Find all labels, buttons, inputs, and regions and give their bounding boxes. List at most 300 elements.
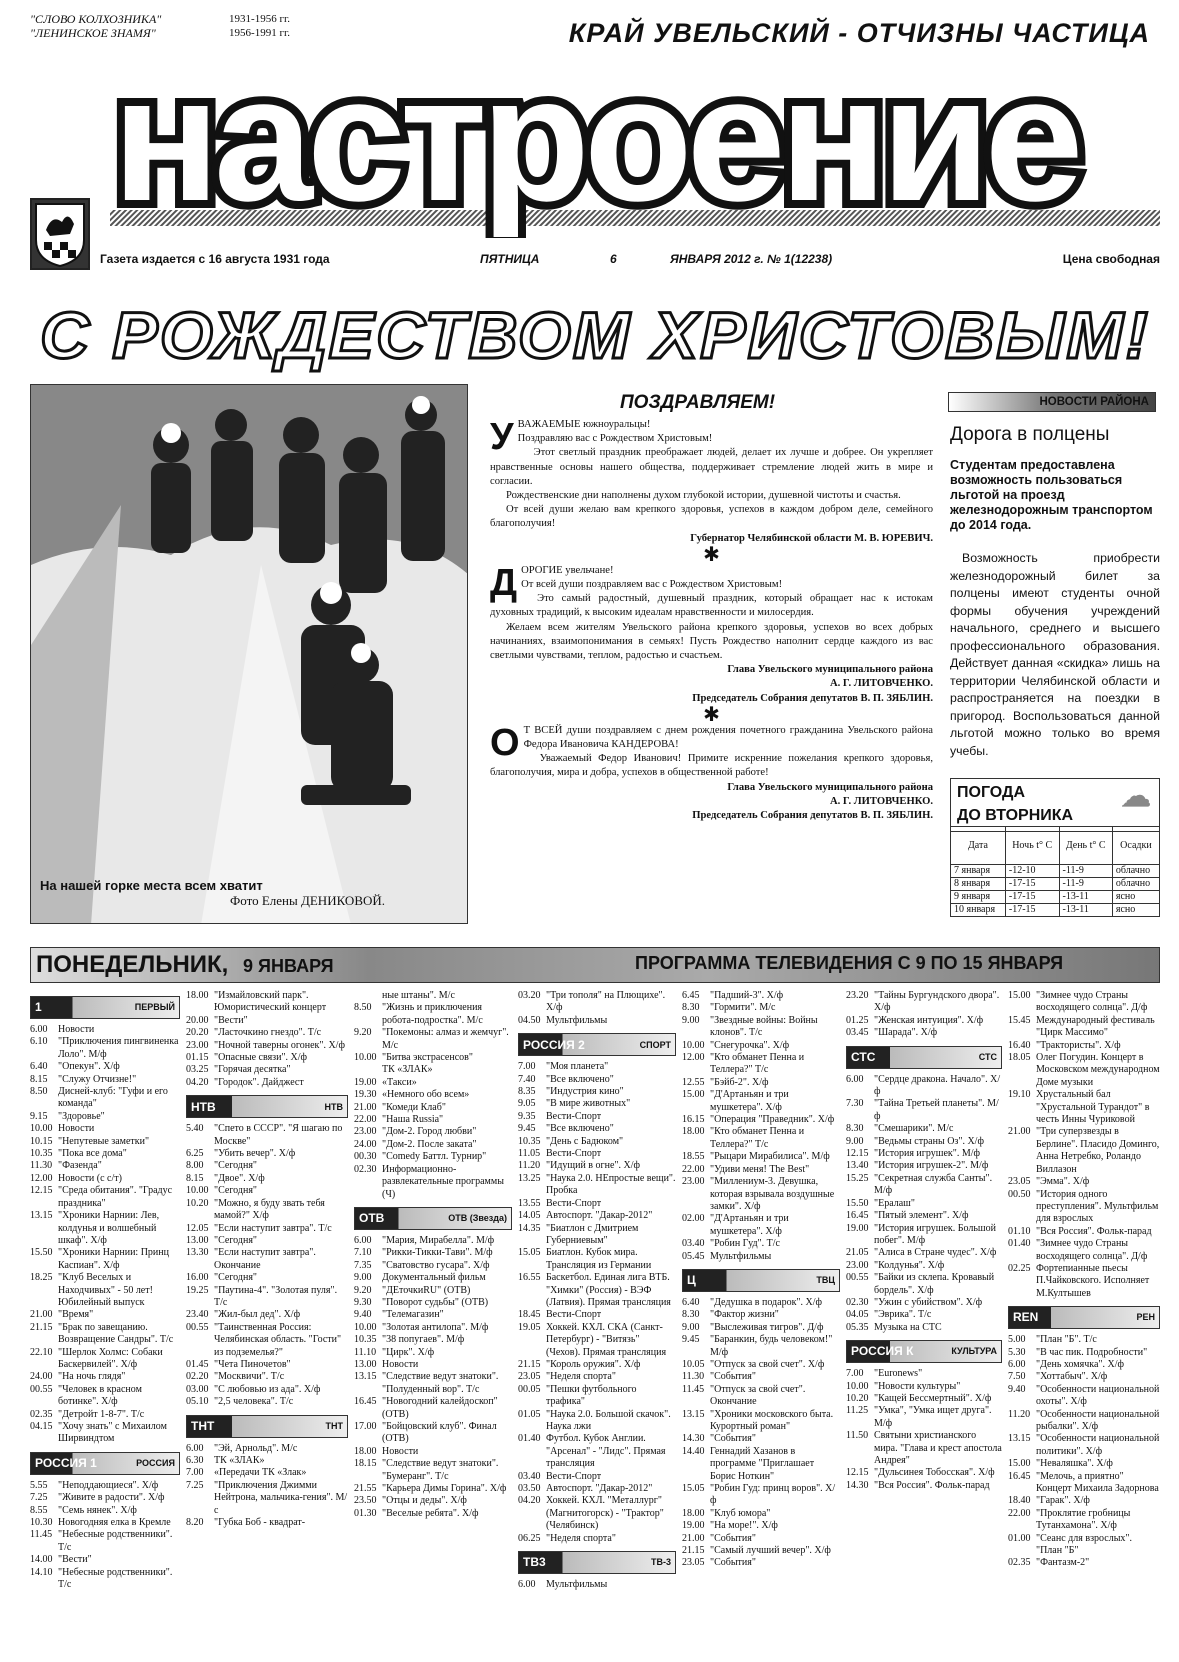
- program-time: 15.50: [846, 1197, 869, 1209]
- program-row: [30, 1210, 180, 1247]
- program-title: Святыни христианского мира. "Глава и крест апостола Андрея": [874, 1430, 1002, 1466]
- g1-signature: Губернатор Челябинской области М. В. ЮРЕВИЧ.: [690, 532, 933, 544]
- price: Цена свободная: [1062, 252, 1160, 266]
- program-row: [1008, 1089, 1160, 1126]
- program-title: "Битва экстрасенсов": [382, 1052, 473, 1064]
- program-time: 18.00: [682, 1507, 705, 1519]
- news-body: Возможность приобрести железнодорожный билет за полцены имеют студенты очной формы обучения учреждений начального, среднего и высшего профессионального образования. Действует данная «скидка» лишь на территории Челябинской области и распространяется на поездки в пригород. Воспользоваться данной льготой можно только во время учебы.: [950, 551, 1160, 758]
- program-title: "Москвичи". Т/с: [214, 1371, 285, 1383]
- program-title: "Клуб Веселых и Находчивых" - 50 лет! Юбилейный выпуск: [58, 1272, 153, 1308]
- since-text: Газета издается с 16 августа 1931 года: [100, 252, 330, 266]
- program-row: [354, 1077, 512, 1089]
- program-row: [846, 1322, 1002, 1334]
- program-title: "Если наступит завтра". Окончание: [214, 1247, 316, 1271]
- weather-cell: -17-15: [1005, 891, 1059, 904]
- star-divider: ✱: [703, 703, 720, 726]
- issue-line: [100, 248, 1160, 270]
- program-time: 9.20: [354, 1027, 372, 1039]
- program-time: 04.50: [518, 1014, 541, 1026]
- program-time: 6.00: [846, 1073, 864, 1085]
- program-row: [682, 1557, 840, 1569]
- program-time: 11.25: [846, 1405, 869, 1417]
- program-time: 19.30: [354, 1089, 377, 1101]
- program-title: "На ночь глядя": [58, 1371, 126, 1383]
- program-row: [354, 990, 512, 1002]
- program-row: [518, 1173, 676, 1198]
- program-row: [518, 1074, 676, 1086]
- program-row: [354, 1322, 512, 1334]
- program-title: Вести-Спорт: [546, 1309, 602, 1321]
- program-row: [186, 1272, 348, 1284]
- program-time: 7.25: [186, 1479, 204, 1491]
- program-row: [186, 1235, 348, 1247]
- program-row: [846, 1368, 1002, 1380]
- program-row: [518, 1015, 676, 1027]
- program-title: "Небесные родственники". Т/с: [58, 1566, 173, 1591]
- program-title: "Небесные родственники". Т/с: [58, 1529, 173, 1553]
- program-time: 6.00: [1008, 1358, 1026, 1370]
- program-title: "Колдунья". Х/ф: [874, 1259, 945, 1271]
- channel-name: РЕН: [1136, 1312, 1155, 1323]
- program-time: 13.15: [354, 1371, 377, 1383]
- program-title: "Неделя спорта": [546, 1371, 616, 1383]
- program-time: 19.00: [846, 1222, 869, 1234]
- weather-row: [951, 891, 1160, 904]
- program-row: [30, 1036, 180, 1061]
- program-title: "Убить вечер". Х/ф: [214, 1148, 296, 1160]
- program-title: "Семь нянек". Х/ф: [58, 1504, 137, 1516]
- program-time: 18.25: [30, 1272, 53, 1284]
- program-time: 02.30: [846, 1296, 869, 1308]
- program-title: Футбол. Кубок Англии. "Арсенал" - "Лидс". Прямая трансляция: [546, 1433, 666, 1470]
- channel-name: КУЛЬТУРА: [951, 1346, 997, 1357]
- program-title: Вести-Спорт: [546, 1148, 602, 1160]
- program-title: «Передачи ТК «Злак»: [214, 1467, 307, 1479]
- newspaper-title: [30, 50, 1160, 238]
- program-title: "Биатлон с Дмитрием Губерниевым": [546, 1222, 639, 1246]
- program-time: 15.00: [1008, 990, 1031, 1001]
- program-time: 9.00: [682, 1321, 700, 1333]
- g1-p5: От всей души желаю вам крепкого здоровья, успехов в каждом добром деле, семейного благополучия!: [490, 504, 933, 530]
- program-time: 20.20: [186, 1027, 209, 1039]
- program-time: 13.15: [1008, 1433, 1031, 1445]
- program-time: 01.00: [1008, 1532, 1031, 1544]
- program-title: "Фантазм-2": [1036, 1557, 1090, 1569]
- program-row: [1008, 1334, 1160, 1346]
- program-title: Вести-Спорт: [546, 1470, 602, 1482]
- program-row: [30, 1024, 180, 1036]
- program-title: "События": [710, 1532, 756, 1544]
- program-row: [354, 1309, 512, 1321]
- program-time: 16.45: [354, 1396, 377, 1408]
- program-title: "Три тополя" на Плющихе". Х/ф: [546, 990, 666, 1014]
- program-title: "Моя планета": [546, 1061, 609, 1073]
- program-row: [186, 1384, 348, 1396]
- program-row: [682, 1151, 840, 1163]
- program-time: 6.40: [30, 1061, 48, 1073]
- program-title: "Следствие ведут знатоки". "Полуденный вор". Т/с: [382, 1371, 499, 1395]
- program-title: "Дом-2. Город любви": [382, 1126, 477, 1138]
- program-time: [354, 990, 382, 1002]
- program-title: "Отпуск за свой счет". Окончание: [710, 1383, 806, 1408]
- program-row: [682, 1164, 840, 1176]
- program-row: [846, 1160, 1002, 1172]
- program-time: 00.05: [518, 1383, 541, 1395]
- program-row: [30, 1148, 180, 1160]
- program-title: "Сегодня": [214, 1185, 257, 1197]
- program-row: [186, 1077, 348, 1089]
- program-time: 8.15: [30, 1073, 48, 1085]
- program-time: 11.30: [682, 1371, 705, 1383]
- dropcap-1: У: [490, 416, 514, 458]
- tv-column-2: [186, 990, 348, 1658]
- program-title: Информационно-развлекательные программы (Ч): [382, 1163, 504, 1200]
- program-row: [186, 1123, 348, 1148]
- program-time: 12.15: [846, 1467, 869, 1479]
- program-row: [846, 1272, 1002, 1297]
- program-row: [354, 1446, 512, 1458]
- program-time: 13.15: [30, 1210, 53, 1222]
- program-title: "Спето в СССР". "Я шагаю по Москве": [214, 1123, 343, 1147]
- program-time: 6.10: [30, 1036, 48, 1048]
- program-time: 03.50: [518, 1483, 541, 1495]
- program-time: 23.05: [518, 1371, 541, 1383]
- program-time: 02.30: [354, 1163, 377, 1175]
- program-time: 21.00: [30, 1309, 53, 1321]
- program-row: [186, 1173, 348, 1185]
- program-row: [30, 1492, 180, 1504]
- program-row: [354, 1247, 512, 1259]
- program-row: [30, 1160, 180, 1172]
- program-title: "Сегодня": [214, 1160, 257, 1172]
- tv-column-4: [518, 990, 676, 1658]
- program-row: [354, 1508, 512, 1520]
- program-row: [354, 1002, 512, 1027]
- g3-sig2: А. Г. ЛИТОВЧЕНКО.: [829, 795, 933, 807]
- program-title: "Новогодний калейдоскоп" (ОТВ): [382, 1396, 498, 1420]
- program-time: 10.00: [30, 1123, 53, 1135]
- weather-title-2: ДО ВТОРНИКА: [957, 807, 1074, 824]
- program-time: 18.40: [1008, 1495, 1031, 1507]
- program-title: "Миллениум-3. Девушка, которая взрывала воздушные замки". Х/ф: [710, 1176, 835, 1212]
- program-time: 10.30: [30, 1517, 53, 1529]
- program-time: 00.50: [1008, 1188, 1031, 1200]
- program-row: [30, 1074, 180, 1086]
- program-row: [1008, 1176, 1160, 1188]
- photo-caption-text: На нашей горке места всем хватит: [40, 878, 263, 893]
- news-headline: Дорога в полцены: [950, 424, 1110, 445]
- weather-cell: 10 января: [951, 904, 1006, 917]
- program-title: "История одного преступления". Мультфильм для взрослых: [1036, 1188, 1159, 1225]
- program-time: 16.45: [1008, 1470, 1031, 1482]
- program-title: "Эмма". Х/ф: [1036, 1176, 1090, 1188]
- program-row: [186, 1309, 348, 1321]
- channel-logo: РОССИЯ 2: [523, 1037, 585, 1052]
- program-time: 10.35: [518, 1135, 541, 1147]
- program-time: 6.40: [682, 1296, 700, 1308]
- program-row: [682, 1433, 840, 1445]
- program-time: 00.55: [186, 1321, 209, 1333]
- program-time: 21.15: [30, 1321, 53, 1333]
- program-time: 14.00: [30, 1554, 53, 1566]
- program-title: "Детройт 1-8-7". Т/с: [58, 1408, 145, 1420]
- program-row: [518, 1223, 676, 1248]
- program-title: "В мире животных": [546, 1098, 631, 1110]
- program-title: "Неподдающиеся". Х/ф: [58, 1479, 159, 1491]
- program-title: "Хроники московского быта. Курортный роман": [710, 1408, 834, 1432]
- program-title: "Двое". Х/ф: [214, 1172, 265, 1184]
- program-title: "Хоттабыч". Х/ф: [1036, 1371, 1108, 1383]
- channel-logo: REN: [1013, 1310, 1039, 1325]
- program-time: 8.50: [354, 1002, 372, 1014]
- program-row: [354, 1164, 512, 1201]
- program-row: [354, 1102, 512, 1114]
- program-row: [682, 1077, 840, 1089]
- program-time: 6.25: [186, 1148, 204, 1160]
- weather-cell: облачно: [1112, 865, 1159, 878]
- program-row: [30, 1371, 180, 1383]
- program-time: 02.00: [682, 1213, 705, 1225]
- program-row: [846, 1173, 1002, 1198]
- program-title: "Гарак". Х/ф: [1036, 1495, 1090, 1507]
- program-title: "История игрушек. Большой побег". М/ф: [874, 1222, 996, 1246]
- program-row: [1008, 1347, 1160, 1359]
- program-title: "Губка Боб - квадрат-: [214, 1517, 306, 1529]
- program-title: "Самый лучший вечер". Х/ф: [710, 1545, 831, 1557]
- program-title: "Баранкин, будь человеком!" М/ф: [710, 1334, 833, 1358]
- program-title: "Приключения Джимми Нейтрона, мальчика-гения". М/с: [214, 1479, 348, 1516]
- weather-cell: 9 января: [951, 891, 1006, 904]
- g2-salute: ОРОГИЕ увельчане!: [521, 564, 614, 576]
- program-time: 14.05: [518, 1210, 541, 1222]
- program-time: 16.55: [518, 1272, 541, 1284]
- program-title: "Ералаш": [874, 1197, 915, 1209]
- program-title: ТК «ЗЛАК»: [382, 1064, 433, 1076]
- program-time: 02.35: [30, 1408, 53, 1420]
- program-row: [682, 1483, 840, 1508]
- program-time: 21.00: [1008, 1126, 1031, 1138]
- program-title: "Паутина-4". "Золотая пуля". Т/с: [214, 1284, 338, 1308]
- program-title: "Гормити". М/с: [710, 1002, 776, 1014]
- program-time: 24.00: [354, 1138, 377, 1150]
- program-row: [518, 1098, 676, 1110]
- program-row: [1008, 1371, 1160, 1383]
- program-time: 15.05: [518, 1247, 541, 1259]
- program-title: "Следствие ведут знатоки". "Бумеранг". Т/с: [382, 1458, 499, 1482]
- program-row: [30, 1567, 180, 1592]
- program-title: «Такси»: [382, 1076, 417, 1088]
- program-row: [186, 990, 348, 1015]
- channel-name: СПОРТ: [639, 1039, 671, 1050]
- program-time: 9.35: [518, 1110, 536, 1122]
- channel-header: [518, 1033, 676, 1056]
- program-row: [186, 1359, 348, 1371]
- program-title: "День с Бадюком": [546, 1135, 624, 1147]
- program-title: Новости: [58, 1024, 95, 1035]
- g1-p2: Поздравляю вас с Рождеством Христовым!: [517, 433, 713, 445]
- program-time: 8.00: [186, 1160, 204, 1172]
- program-title: Вести-Спорт: [546, 1197, 602, 1209]
- program-row: [354, 1495, 512, 1507]
- program-title: "Отцы и деды". Х/ф: [382, 1495, 467, 1507]
- program-row: [846, 1247, 1002, 1259]
- program-row: [354, 1396, 512, 1421]
- channel-logo: СТС: [851, 1049, 876, 1064]
- program-row: [682, 1309, 840, 1321]
- program-title: Хрустальный бал "Хрустальной Турандот" в честь Инны Чуриковой: [1036, 1089, 1150, 1126]
- program-title: "Тайна Третьей планеты". М/ф: [874, 1098, 999, 1122]
- g2-sig3: Председатель Собрания депутатов В. П. ЗЯБЛИН.: [692, 692, 933, 704]
- program-title: "Время": [58, 1309, 94, 1321]
- program-time: 18.15: [354, 1458, 377, 1470]
- program-title: Новогодняя елка в Кремле: [58, 1517, 171, 1529]
- program-row: [682, 990, 840, 1002]
- program-row: [518, 1198, 676, 1210]
- program-row: [518, 1309, 676, 1321]
- program-time: 22.00: [354, 1114, 377, 1126]
- program-title: "Здоровье": [58, 1110, 105, 1122]
- program-title: "Хроники Нарнии: Лев, колдунья и волшебный шкаф". Х/ф: [58, 1210, 160, 1246]
- program-title: Международный фестиваль "Цирк Массимо": [1036, 1014, 1155, 1039]
- program-time: 24.00: [30, 1371, 53, 1383]
- program-row: [846, 1309, 1002, 1321]
- program-row: [682, 1114, 840, 1126]
- program-time: 7.25: [30, 1492, 48, 1504]
- program-row: [186, 1285, 348, 1310]
- g3-sig1: Глава Увельского муниципального района: [727, 781, 933, 793]
- channel-name: ТНТ: [325, 1420, 343, 1431]
- program-row: [1008, 1433, 1160, 1458]
- program-title: Автоспорт. "Дакар-2012": [546, 1210, 653, 1222]
- program-row: [846, 1430, 1002, 1467]
- program-time: 03.45: [846, 1027, 869, 1039]
- channel-name: НТВ: [324, 1101, 343, 1112]
- program-row: [518, 1409, 676, 1434]
- program-title: "Особенности национальной политики". Х/ф: [1036, 1433, 1160, 1457]
- program-title: "Сеанс для взрослых". "План "Б": [1036, 1532, 1132, 1557]
- program-time: 10.00: [186, 1185, 209, 1197]
- program-title: "Если наступит завтра". Т/с: [214, 1222, 332, 1234]
- channel-header: [682, 1269, 840, 1292]
- program-time: 23.05: [682, 1557, 705, 1569]
- program-title: "Звездные войны: Войны клонов". Т/с: [710, 1014, 818, 1039]
- photo-caption: [40, 878, 460, 909]
- weather-row: [951, 904, 1160, 917]
- program-row: [186, 1160, 348, 1172]
- history-years-1: 1931-1956 гг.: [229, 13, 290, 25]
- program-row: [30, 1421, 180, 1446]
- program-title: "Особенности национальной рыбалки". Х/ф: [1036, 1408, 1160, 1432]
- program-title: ные штаны". М/с: [382, 990, 455, 1001]
- program-title: "Байки из склепа. Кровавый бордель". Х/ф: [874, 1272, 995, 1296]
- program-row: [846, 1393, 1002, 1405]
- program-row: [518, 1272, 676, 1309]
- program-title: "Euronews": [874, 1368, 923, 1380]
- weather-cell: 7 января: [951, 865, 1006, 878]
- program-title: "Умка", "Умка ищет друга". М/ф: [874, 1405, 992, 1429]
- program-title: "Опасные связи". Х/ф: [214, 1052, 308, 1064]
- program-time: 00.55: [30, 1383, 53, 1395]
- program-time: 18.05: [1008, 1052, 1031, 1064]
- program-title: "Все включено": [546, 1073, 614, 1085]
- program-title: "Удиви меня! The Best": [710, 1163, 810, 1175]
- program-row: [682, 1371, 840, 1383]
- program-row: [518, 1247, 676, 1272]
- program-time: 13.30: [186, 1247, 209, 1259]
- program-time: 5.30: [1008, 1346, 1026, 1358]
- program-title: "События": [710, 1371, 756, 1383]
- program-row: [1008, 1533, 1160, 1558]
- program-title: "Зимнее чудо Страны восходящего солнца". Д/ф: [1036, 1238, 1148, 1262]
- program-time: 12.15: [846, 1148, 869, 1160]
- channel-logo: ТВ3: [523, 1555, 546, 1570]
- program-title: "Эврика". Т/с: [874, 1309, 932, 1321]
- program-time: 03.40: [682, 1238, 705, 1250]
- program-row: [1008, 1263, 1160, 1300]
- program-row: [682, 1126, 840, 1151]
- g2-p4: Желаем всем жителям Увельского района крепкого здоровья, успехов во всех добрых начинаниях, взаимопонимания в семьях! Пусть Рождество наполнит сердце каждого из вас светлыми чувствами, теплом, радостью и счастьем.: [490, 621, 933, 662]
- program-row: [682, 1052, 840, 1077]
- program-time: 21.05: [846, 1247, 869, 1259]
- program-row: [682, 1238, 840, 1250]
- program-time: 11.20: [1008, 1408, 1031, 1420]
- program-title: "Цирк". Х/ф: [382, 1346, 435, 1358]
- program-title: "Опекун". Х/ф: [58, 1061, 120, 1073]
- cloud-icon: ☁: [1121, 780, 1151, 813]
- program-time: 13.15: [682, 1408, 705, 1420]
- program-time: 03.25: [186, 1064, 209, 1076]
- weather-table: [950, 826, 1160, 917]
- program-row: [846, 1136, 1002, 1148]
- program-title: "Наука 2.0. Большой скачок". Наука лжи: [546, 1408, 671, 1432]
- program-row: [846, 1297, 1002, 1309]
- program-title: "Таинственная Россия: Челябинская область. "Гости" из подземелья?": [214, 1321, 342, 1358]
- program-title: "Индустрия кино": [546, 1086, 624, 1098]
- day: 6: [610, 252, 617, 266]
- program-title: "Среда обитания". "Градус праздника": [58, 1185, 173, 1209]
- program-time: 18.00: [354, 1445, 377, 1457]
- program-time: 7.50: [1008, 1371, 1026, 1383]
- program-title: Олег Погудин. Концерт в Московском международном Доме музыки: [1036, 1052, 1160, 1088]
- program-time: 11.45: [682, 1383, 705, 1395]
- masthead-history: [30, 12, 290, 40]
- program-time: 02.20: [186, 1371, 209, 1383]
- program-title: "Робин Гуд: принц воров". Х/ф: [710, 1483, 836, 1507]
- program-row: [30, 1247, 180, 1272]
- program-time: 20.00: [186, 1014, 209, 1026]
- program-title: "Хроники Нарнии: Принц Каспиан". Х/ф: [58, 1247, 169, 1271]
- program-time: 8.30: [846, 1123, 864, 1135]
- weekday: ПЯТНИЦА: [480, 252, 540, 266]
- program-time: 7.00: [518, 1061, 536, 1073]
- program-time: 10.20: [186, 1197, 209, 1209]
- program-time: 19.10: [1008, 1089, 1031, 1101]
- program-row: [682, 1446, 840, 1483]
- program-title: Вести-Спорт: [546, 1110, 602, 1122]
- program-title: "События": [710, 1557, 756, 1569]
- channel-header: [846, 1340, 1002, 1363]
- photo-credit: Фото Елены ДЕНИКОВОЙ.: [230, 893, 386, 908]
- program-row: [1008, 1226, 1160, 1238]
- program-time: 16.15: [682, 1114, 705, 1126]
- program-title: "Сегодня": [214, 1272, 257, 1284]
- g3-p2: Уважаемый Федор Иванович! Примите искренние пожелания крепкого здоровья, благополучия, мира и добра, успехов в общественной работе!: [490, 753, 933, 779]
- channel-name: ОТВ (Звезда): [448, 1213, 507, 1224]
- program-row: [186, 1455, 348, 1467]
- program-time: 9.00: [354, 1272, 372, 1284]
- program-time: 6.00: [186, 1442, 204, 1454]
- program-row: [682, 1322, 840, 1334]
